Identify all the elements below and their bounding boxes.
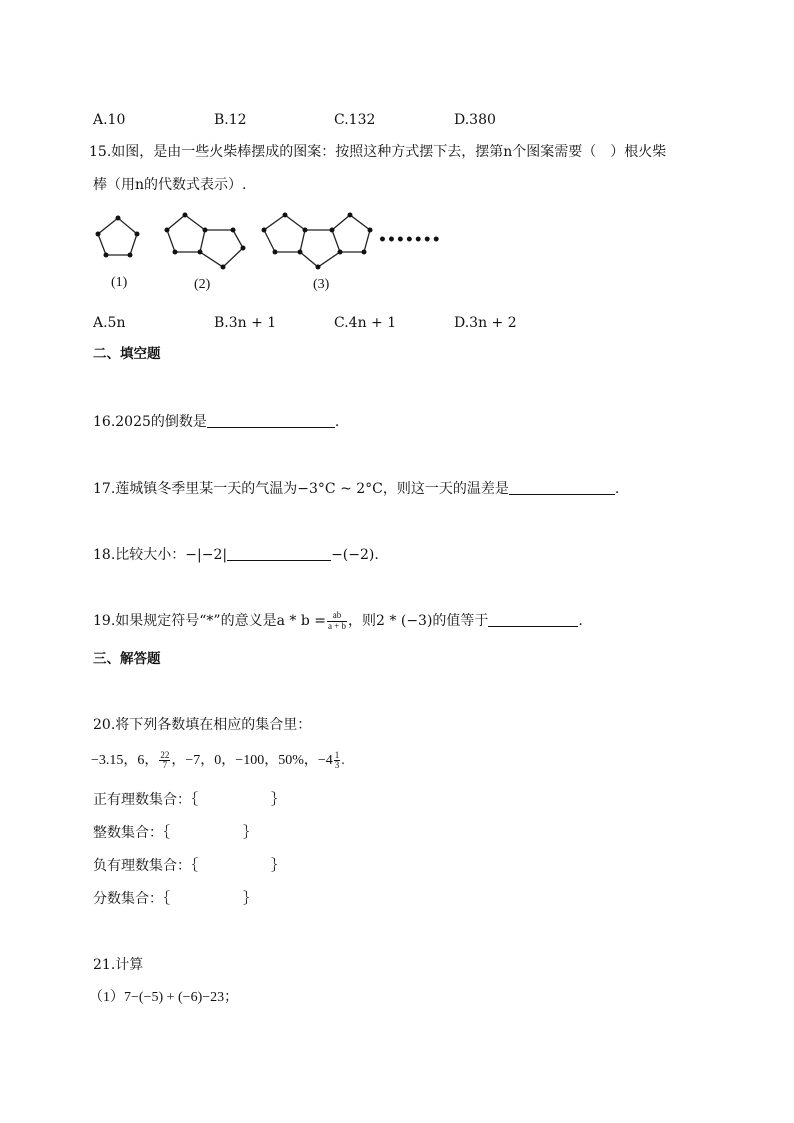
set-close: ｝ [271,792,285,808]
q14-options [93,113,693,129]
q20-numbers-end: . [341,753,345,768]
set-close: ｝ [271,858,285,874]
pattern-3 [262,213,373,270]
q19-frac-den: a + b [327,620,347,631]
option-a: A.5n [93,315,126,331]
set-close: ｝ [243,825,257,841]
set-negative-rational [93,859,393,875]
set-label: 正有理数集合：｛ [93,792,198,808]
q17-text: 17.莲城镇冬季里某一天的气温为−3°C ~ 2°C，则这一天的温差是 [93,481,509,497]
q15-line1: 15.如图，是由一些火柴棒摆成的图案：按照这种方式摆下去，摆第n个图案需要（ ）根火柴 [89,144,667,160]
q21-title: 21.计算 [93,957,144,973]
q16-end: . [334,414,340,430]
q20-numbers-pre: −3.15，6， [91,753,159,768]
option-b: B.12 [214,112,247,128]
q19-end: . [578,613,583,629]
q20-mixed-den: 3 [334,760,340,771]
q16-text: 16.2025的倒数是 [93,414,207,430]
fig-label-2: (2) [194,277,211,292]
q17-end: . [614,481,620,497]
q19-answer-blank[interactable] [488,612,578,627]
q19-frac-num: ab [327,611,347,621]
q18-text: 18.比较大小：−|−2| [93,547,228,563]
section-heading-solve: 三、解答题 [93,651,161,667]
q17 [93,480,619,496]
option-d: D.3n + 2 [454,315,517,331]
q19 [93,610,583,632]
q17-answer-blank[interactable] [509,480,615,495]
q19-post: ，则2 * (−3)的值等于 [348,613,489,629]
option-c: C.132 [334,112,376,128]
q19-fraction [327,611,347,631]
set-integer [93,826,393,842]
set-close: ｝ [243,891,257,907]
set-label: 分数集合：｛ [93,891,170,907]
q20-mixed-fraction [334,751,341,771]
pattern-2 [165,213,246,270]
q19-pre: 19.如果规定符号“*”的意义是a * b = [93,613,326,629]
q21-part1: （1）7−(−5) + (−6)−23； [89,990,239,1005]
q16-answer-blank[interactable] [207,413,335,428]
set-label: 整数集合：｛ [93,825,170,841]
q20-numbers-mid: ，−7，0，−100，50%，−4 [171,753,333,768]
q15-options [93,316,693,332]
matchstick-figure [90,205,441,285]
q16 [93,413,339,429]
section-heading-fill-in: 二、填空题 [93,346,161,362]
fig-label-1: (1) [111,275,128,290]
q20-mixed-num: 1 [334,749,340,760]
q20-frac-den: 7 [162,760,168,771]
set-fraction [93,892,393,908]
q20-frac-num: 22 [160,749,170,760]
q18-answer-blank[interactable] [227,546,331,561]
pattern-1 [96,216,140,258]
q20-numbers [91,750,345,772]
option-b: B.3n + 1 [214,315,277,331]
option-c: C.4n + 1 [334,315,397,331]
q18-end: −(−2). [331,547,379,563]
q20-fraction [159,751,170,771]
fig-label-3: (3) [313,277,330,292]
q18 [93,546,379,562]
q20-title: 20.将下列各数填在相应的集合里： [93,717,312,733]
option-a: A.10 [93,112,126,128]
option-d: D.380 [454,112,496,128]
ellipsis-dots: ••••••• [378,232,441,248]
q15-line2: 棒（用n的代数式表示）. [93,177,247,193]
set-positive-rational [93,793,393,809]
set-label: 负有理数集合：｛ [93,858,198,874]
